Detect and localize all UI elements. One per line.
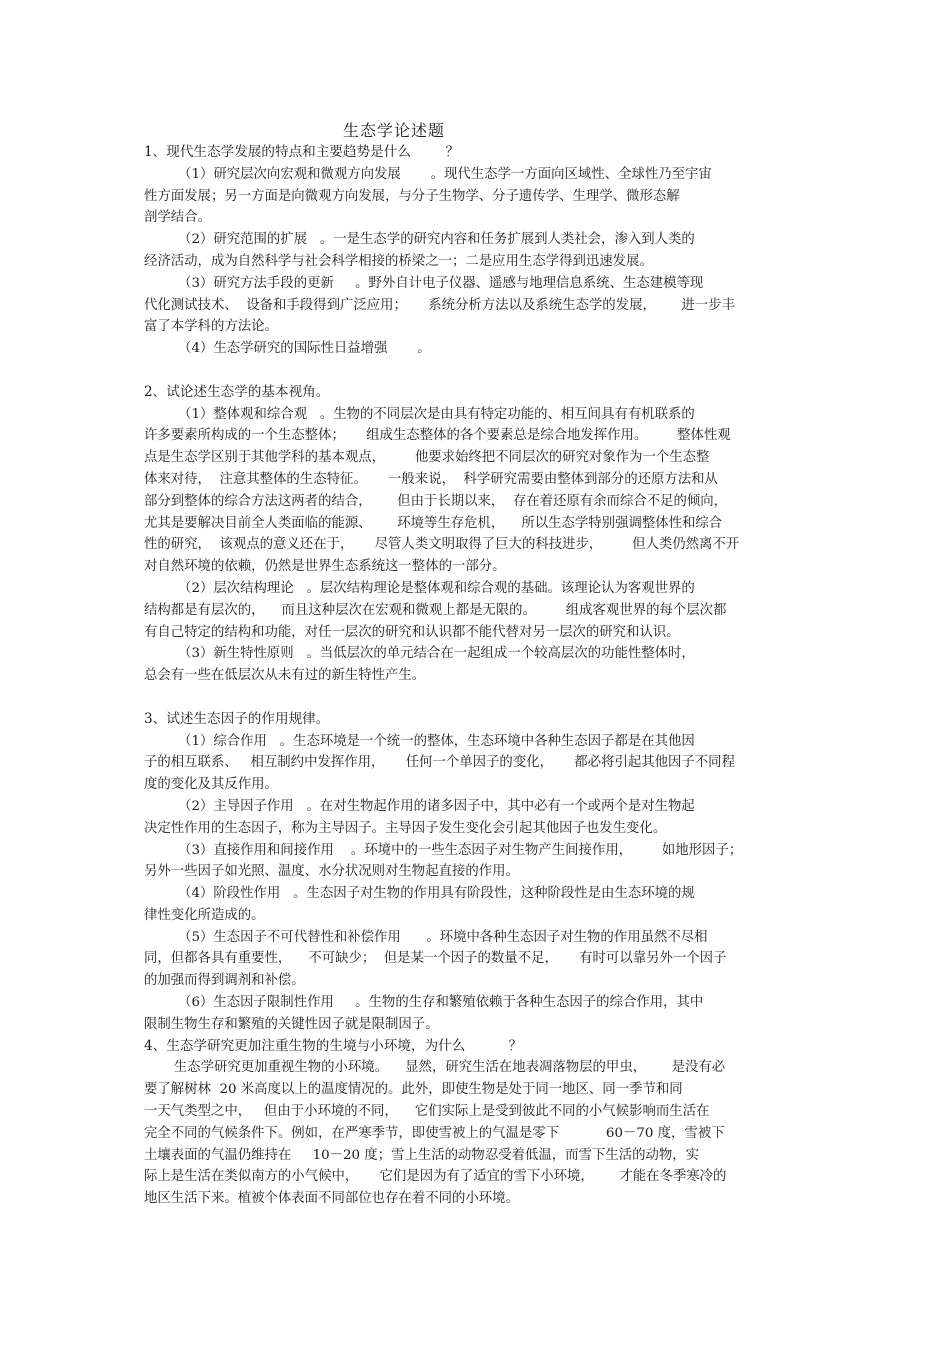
text-line: （2）研究范围的扩展 。一是生态学的研究内容和任务扩展到人类社会，渗入到人类的 [144,232,695,248]
text-line: 总会有一些在低层次从未有过的新生特性产生。 [144,668,426,684]
text-line: （1）综合作用 。生态环境是一个统一的整体，生态环境中各种生态因子都是在其他因 [144,733,695,749]
text-line: （1）研究层次向宏观和微观方向发展 。现代生态学一方面向区域性、全球性乃至宇宙 [144,166,712,182]
text-line: 土壤表面的气温仍维持在 10－20 度；雪上生活的动物忍受着低温，而雪下生活的动物，实 [144,1147,700,1163]
paragraph-spacer [144,687,804,709]
text-line: 对自然环境的依赖，仍然是世界生态系统这一整体的一部分。 [144,559,506,575]
text-line: 结构都是有层次的， 而且这种层次在宏观和微观上都是无限的。 组成客观世界的每个层次都 [144,602,727,618]
text-line: 完全不同的气候条件下。例如，在严寒季节，即使雪被上的气温是零下 60－70 度，雪被下 [144,1125,725,1141]
text-line: 性方面发展；另一方面是向微观方向发展，与分子生物学、分子遗传学、生理学、微形态解 [144,188,680,204]
text-line: 限制生物生存和繁殖的关键性因子就是限制因子。 [144,1016,439,1032]
text-line: （6）生态因子限制性作用 。生物的生存和繁殖依赖于各种生态因子的综合作用，其中 [144,995,704,1011]
document-title: 生态学论述题 [343,121,446,140]
text-line: 经济活动，成为自然科学与社会科学相接的桥梁之一；二是应用生态学得到迅速发展。 [144,253,653,269]
text-line: 另外一些因子如光照、温度、水分状况则对生物起直接的作用。 [144,864,519,880]
text-line: （1）整体观和综合观 。生物的不同层次是由具有特定功能的、相互间具有有机联系的 [144,406,695,422]
question-heading: 1、现代生态学发展的特点和主要趋势是什么 ？ [144,144,460,160]
text-line: 富了本学科的方法论。 [144,319,278,335]
text-line: 度的变化及其反作用。 [144,777,278,793]
text-line: 代化测试技术、 设备和手段得到广泛应用； 系统分析方法以及系统生态学的发展， 进一步丰 [144,297,735,313]
text-line: 律性变化所造成的。 [144,907,265,923]
text-line: （4）阶段性作用 。生态因子对生物的作用具有阶段性，这种阶段性是由生态环境的规 [144,886,695,902]
question-heading: 4、生态学研究更加注重生物的生境与小环境，为什么 ？ [144,1037,523,1054]
text-line: 地区生活下来。植被个体表面不同部位也存在着不同的小环境。 [144,1191,519,1207]
question-heading: 2、试论述生态学的基本视角。 [144,383,330,400]
text-line: 际上是生活在类似南方的小气候中， 它们是因为有了适宜的雪下小环境， 才能在冬季寒冷的 [144,1169,727,1185]
text-line: 剖学结合。 [144,210,211,226]
text-line: （2）主导因子作用 。在对生物起作用的诸多因子中，其中必有一个或两个是对生物起 [144,798,695,814]
text-line: 一天气类型之中， 但由于小环境的不同， 它们实际上是受到彼此不同的小气候影响而生活在 [144,1104,710,1120]
paragraph-spacer [144,360,804,382]
text-line: 点是生态学区别于其他学科的基本观点， 他要求始终把不同层次的研究对象作为一个生态整 [144,450,710,466]
text-line: 生态学研究更加重视生物的小环境。 显然，研究生活在地表凋落物层的甲虫， 是没有必 [144,1060,726,1076]
text-line: 有自己特定的结构和功能，对任一层次的研究和认识都不能代替对另一层次的研究和认识。 [144,624,680,640]
text-line: 尤其是要解决目前全人类面临的能源、 环境等生存危机， 所以生态学特别强调整体性和综合 [144,515,723,531]
text-line: （3）新生特性原则 。当低层次的单元结合在一起组成一个较高层次的功能性整体时， [144,646,695,662]
text-line: （5）生态因子不可代替性和补偿作用 。环境中各种生态因子对生物的作用虽然不尽相 [144,929,708,945]
text-line: （4）生态学研究的国际性日益增强 。 [144,341,431,357]
text-line: （2）层次结构理论 。层次结构理论是整体观和综合观的基础。该理论认为客观世界的 [144,580,695,596]
text-line: 体来对待， 注意其整体的生态特征。 一般来说， 科学研究需要由整体到部分的还原方法和从 [144,471,718,487]
document-body [144,142,804,1210]
text-line: 性的研究， 该观点的意义还在于， 尽管人类文明取得了巨大的科技进步， 但人类仍然离不开 [144,537,740,553]
text-line: 部分到整体的综合方法这两者的结合， 但由于长期以来， 存在着还原有余而综合不足的倾向， [144,493,728,509]
text-line: 子的相互联系、 相互制约中发挥作用， 任何一个单因子的变化， 都必将引起其他因子不同程 [144,755,735,771]
text-line: （3）直接作用和间接作用 。环境中的一些生态因子对生物产生间接作用， 如地形因子； [144,842,743,858]
text-line: 同，但都各具有重要性， 不可缺少； 但是某一个因子的数量不足， 有时可以靠另外一个因子 [144,951,727,967]
text-line: 要了解树林 20 米高度以上的温度情况的。此外，即使生物是处于同一地区、同一季节和同 [144,1082,683,1098]
text-line: 决定性作用的生态因子，称为主导因子。主导因子发生变化会引起其他因子也发生变化。 [144,820,667,836]
text-line: 的加强而得到调剂和补偿。 [144,973,305,989]
text-line: （3）研究方法手段的更新 。野外自计电子仪器、遥感与地理信息系统、生态建模等现 [144,275,704,291]
text-line: 许多要素所构成的一个生态整体； 组成生态整体的各个要素总是综合地发挥作用。 整体性观 [144,428,731,444]
question-heading: 3、试述生态因子的作用规律。 [144,710,330,727]
